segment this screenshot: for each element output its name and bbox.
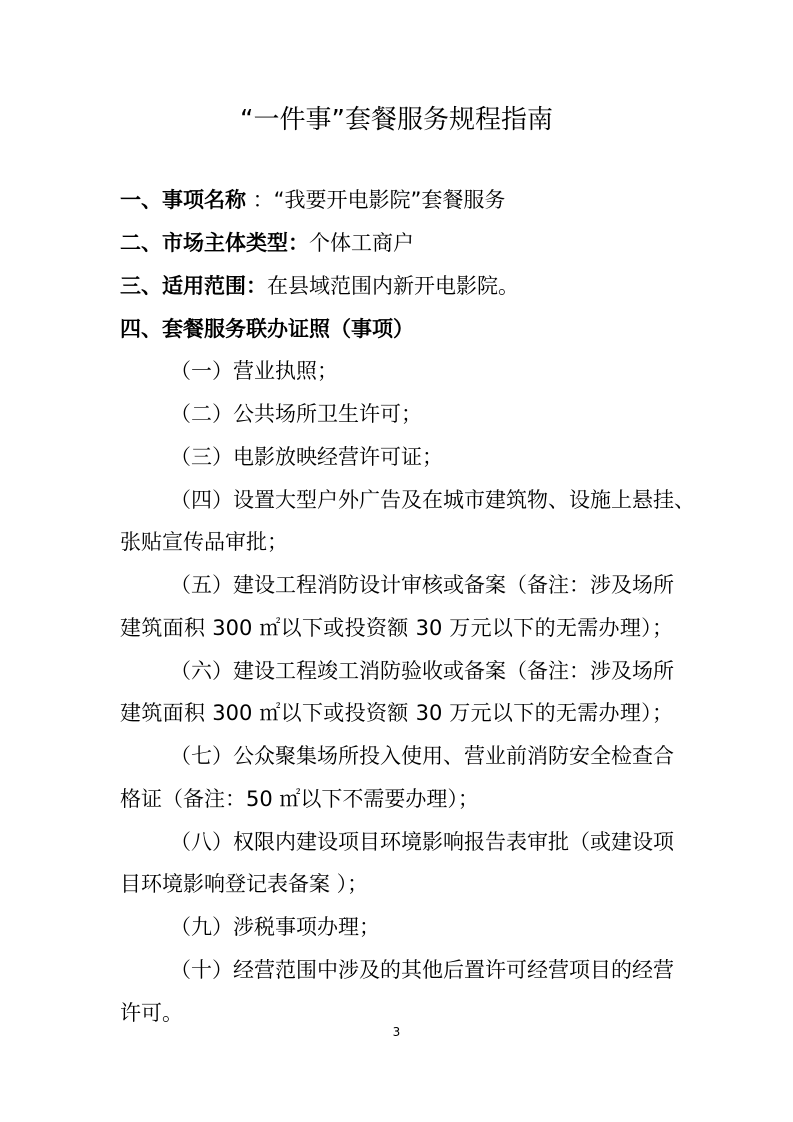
- list-item-continuation: 建筑面积 300 ㎡以下或投资额 30 万元以下的无需办理）；: [120, 616, 673, 640]
- document-title: “一件事”套餐服务规程指南: [240, 105, 553, 135]
- section-market-type: [120, 228, 414, 258]
- section-heading: 四、套餐服务联办证照（事项）: [120, 317, 414, 341]
- section-body: 个体工商户: [309, 231, 414, 255]
- list-item: （十）经营范围中涉及的其他后置许可经营项目的经营: [170, 958, 674, 982]
- section-services: [120, 314, 414, 344]
- list-item: （七）公众聚集场所投入使用、营业前消防安全检查合: [170, 744, 674, 768]
- page-number: 3: [392, 1025, 401, 1039]
- list-item-continuation: 许可。: [120, 1001, 183, 1025]
- list-item: （二）公共场所卫生许可；: [170, 402, 422, 426]
- list-item-continuation: 目环境影响登记表备案 ）；: [120, 872, 369, 896]
- list-item: （四）设置大型户外广告及在城市建筑物、设施上悬挂、: [170, 488, 695, 512]
- section-body: 在县域范围内新开电影院。: [267, 274, 519, 298]
- section-item-name: [120, 185, 505, 215]
- section-heading: 二、市场主体类型：: [120, 231, 309, 255]
- list-item: （五）建设工程消防设计审核或备案（备注：涉及场所: [170, 573, 674, 597]
- list-item-continuation: 建筑面积 300 ㎡以下或投资额 30 万元以下的无需办理）；: [120, 701, 673, 725]
- list-item: （一）营业执照；: [170, 359, 338, 383]
- list-item: （三）电影放映经营许可证；: [170, 445, 443, 469]
- list-item-continuation: 格证（备注：50 ㎡以下不需要办理）；: [120, 787, 479, 811]
- section-scope: [120, 271, 519, 301]
- list-item-continuation: 张贴宣传品审批；: [120, 530, 288, 554]
- list-item: （六）建设工程竣工消防验收或备案（备注：涉及场所: [170, 659, 674, 683]
- list-item: （八）权限内建设项目环境影响报告表审批（或建设项: [170, 830, 674, 854]
- section-heading: 一、事项名称: [120, 188, 246, 212]
- list-item: （九）涉税事项办理；: [170, 915, 380, 939]
- section-body: ：“我要开电影院”套餐服务: [246, 188, 506, 212]
- section-heading: 三、适用范围：: [120, 274, 267, 298]
